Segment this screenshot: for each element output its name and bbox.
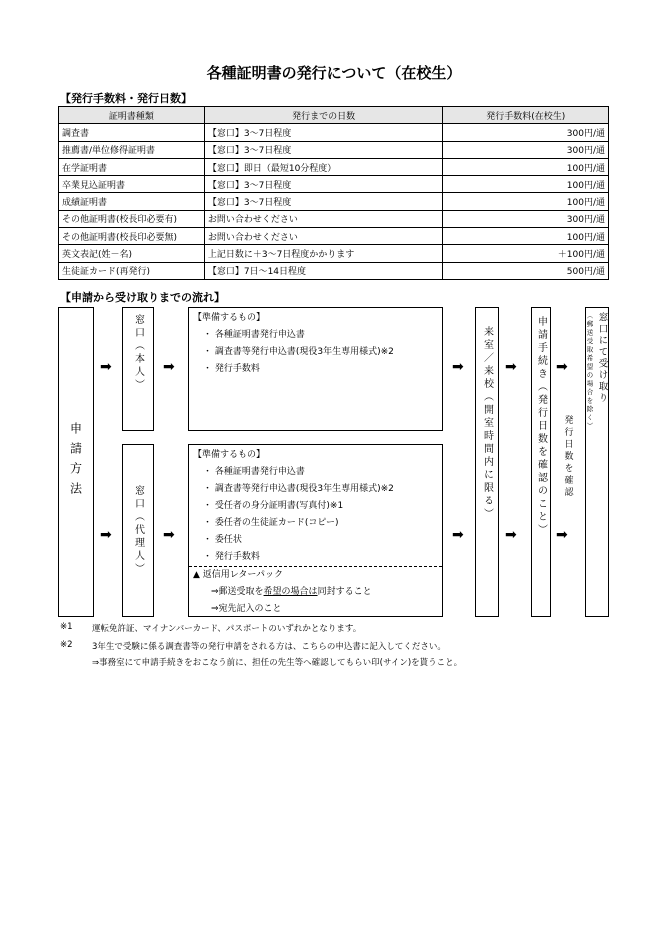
days-cell: お問い合わせください [204,210,443,227]
mail-note-text: ⇒郵送受取を [211,587,264,597]
self-prep-box [188,307,443,431]
mail-note-1 [193,584,438,601]
days-cell: 【窓口】3～7日程度 [204,124,443,141]
list-item: ・ 受任者の身分証明書(写真付)※1 [193,498,438,515]
fee-cell: 300円/通 [443,124,609,141]
arrow-icon: ➡ [100,527,112,543]
prep-title: 【準備するもの】 [193,313,266,323]
list-item: ・ 各種証明書発行申込書 [193,464,438,481]
cert-type-cell: 生徒証カード(再発行) [59,262,205,279]
days-cell: お問い合わせください [204,228,443,245]
prep-title: 【準備するもの】 [193,450,266,460]
table-row [59,193,609,210]
arrow-icon: ➡ [452,527,464,543]
fee-table [58,106,609,280]
list-item: ・ 委任者の生徒証カード(コピー) [193,515,438,532]
cert-type-cell: 在学証明書 [59,158,205,175]
cert-type-cell: その他証明書(校長印必要有) [59,210,205,227]
header-fee: 発行手数料(在校生) [443,107,609,124]
mail-note-text: 同封すること [317,587,372,597]
days-cell: 【窓口】3～7日程度 [204,176,443,193]
arrow-icon: ➡ [163,527,175,543]
list-item: ・ 各種証明書発行申込書 [193,327,438,344]
days-cell: 【窓口】即日（最短10分程度） [204,158,443,175]
cert-type-cell: 英文表記(姓－名) [59,245,205,262]
list-item: ・ 委任状 [193,532,438,549]
cert-type-cell: 成績証明書 [59,193,205,210]
table-row [59,141,609,158]
table-row [59,245,609,262]
list-item: ・ 調査書等発行申込書(現役3年生専用様式)※2 [193,344,438,361]
table-row [59,158,609,175]
cert-type-cell: その他証明書(校長印必要無) [59,228,205,245]
note-2-text: 3年生で受験に係る調査書等の発行申請をされる方は、こちらの申込書に記入してください。 [92,642,446,652]
cert-type-cell: 推薦書/単位修得証明書 [59,141,205,158]
days-cell: 【窓口】3～7日程度 [204,141,443,158]
table-row [59,124,609,141]
proxy-prep-box [188,444,443,617]
fee-cell: 100円/通 [443,228,609,245]
table-row [59,210,609,227]
confirm-days-label: 発行日数を確認 [562,415,573,499]
fee-cell: ＋100円/通 [443,245,609,262]
window-self-box: 窓口︵本人︶ [122,307,154,431]
method-label-box: 申請方法 [58,307,94,617]
mail-item: ▲ 返信用レターパック [193,570,283,580]
list-item: ・ 調査書等発行申込書(現役3年生専用様式)※2 [193,481,438,498]
receive-box [585,307,609,617]
arrow-icon: ➡ [556,359,568,375]
mail-note-underlined: 希望の場合は [263,587,318,597]
receive-main: 窓口にて受け取り [596,312,608,404]
note-1-text: 運転免許証、マイナンバーカード、パスポートのいずれかとなります。 [92,624,362,634]
table-row [59,176,609,193]
fee-cell: 300円/通 [443,210,609,227]
fee-cell: 500円/通 [443,262,609,279]
arrow-icon: ➡ [452,359,464,375]
note-1-mark: ※1 [60,622,73,632]
arrow-icon: ➡ [556,527,568,543]
arrow-icon: ➡ [505,359,517,375]
days-cell: 【窓口】7日～14日程度 [204,262,443,279]
mail-note-2: ⇒宛先記入のこと [211,604,282,614]
cert-type-cell: 卒業見込証明書 [59,176,205,193]
window-proxy-box: 窓口︵代理人︶ [122,444,154,617]
arrow-icon: ➡ [100,359,112,375]
note-2-mark: ※2 [60,640,73,650]
days-cell: 上記日数に＋3～7日程度かかります [204,245,443,262]
fee-section-title: 【発行手数料・発行日数】 [60,92,192,105]
receive-sub: ︵郵送受取希望の場合を除く︶ [585,312,594,431]
flow-section-title: 【申請から受け取りまでの流れ】 [60,291,225,304]
fee-cell: 100円/通 [443,158,609,175]
visit-box: 来室／来校︵開室時間内に限る︶ [475,307,499,617]
fee-table-header [59,107,609,124]
days-cell: 【窓口】3～7日程度 [204,193,443,210]
arrow-icon: ➡ [163,359,175,375]
arrow-icon: ➡ [505,527,517,543]
procedure-box: 申請手続き︵発行日数を確認のこと︶ [531,307,551,617]
fee-cell: 300円/通 [443,141,609,158]
note-2-sub: ⇒事務室にて申請手続きをおこなう前に、担任の先生等へ確認してもらい印(サイン)を貰うこと。 [92,658,463,668]
header-cert-type: 証明書種類 [59,107,205,124]
fee-cell: 100円/通 [443,176,609,193]
table-row [59,228,609,245]
page-title: 各種証明書の発行について（在校生） [206,64,462,82]
list-item: ・ 発行手数料 [193,361,438,378]
fee-cell: 100円/通 [443,193,609,210]
list-item: ・ 発行手数料 [193,549,438,566]
table-row [59,262,609,279]
cert-type-cell: 調査書 [59,124,205,141]
header-days: 発行までの日数 [204,107,443,124]
